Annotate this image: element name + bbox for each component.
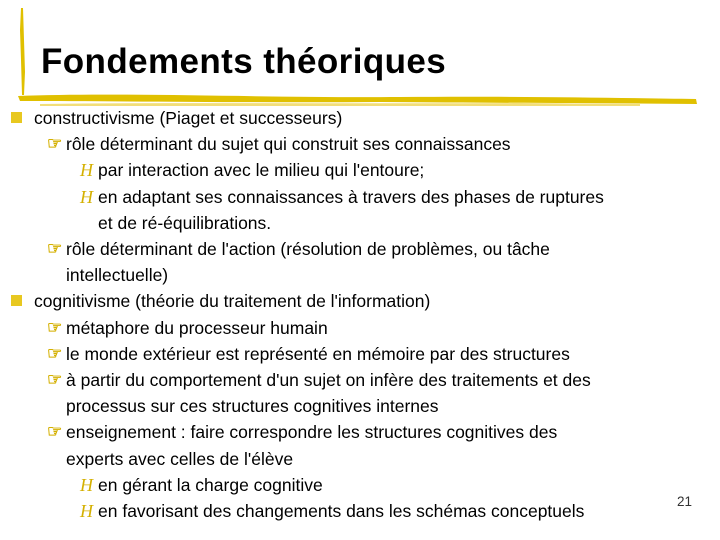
outline-line-level-2: rôle déterminant du sujet qui construit ses connaissances bbox=[66, 134, 511, 154]
pointing-hand-bullet-icon: ☞ bbox=[47, 318, 63, 337]
pointing-hand-bullet-icon: ☞ bbox=[47, 134, 63, 153]
square-bullet-icon bbox=[11, 112, 22, 123]
outline-line-level-2: rôle déterminant de l'action (résolution de problèmes, ou tâche bbox=[66, 239, 550, 259]
outline-line-level-2: intellectuelle) bbox=[66, 265, 169, 285]
left-vertical-rule bbox=[20, 8, 25, 95]
outline-line-level-3: en adaptant ses connaissances à travers des phases de ruptures bbox=[98, 187, 604, 207]
outline-line-level-2: à partir du comportement d'un sujet on infère des traitements et des bbox=[66, 370, 591, 390]
pointing-hand-bullet-icon: ☞ bbox=[47, 422, 63, 441]
outline-line-level-2: processus sur ces structures cognitives internes bbox=[66, 396, 439, 416]
outline-line-level-3: en favorisant des changements dans les schémas conceptuels bbox=[98, 501, 585, 521]
pointing-hand-bullet-icon: ☞ bbox=[47, 370, 63, 389]
outline-line-level-3: en gérant la charge cognitive bbox=[98, 475, 323, 495]
title-underline-streak bbox=[40, 103, 640, 106]
outline-line-level-3: et de ré-équilibrations. bbox=[98, 213, 272, 233]
outline-line-level-2: experts avec celles de l'élève bbox=[66, 449, 294, 469]
outline-line-level-3: par interaction avec le milieu qui l'entoure; bbox=[98, 160, 425, 180]
h-bullet-icon: H bbox=[80, 160, 93, 180]
title-underline bbox=[18, 95, 697, 104]
square-bullet-icon bbox=[11, 295, 22, 306]
pointing-hand-bullet-icon: ☞ bbox=[47, 239, 63, 258]
h-bullet-icon: H bbox=[80, 187, 93, 207]
outline-line-level-2: le monde extérieur est représenté en mémoire par des structures bbox=[66, 344, 570, 364]
page-number: 21 bbox=[677, 494, 693, 509]
h-bullet-icon: H bbox=[80, 501, 93, 521]
h-bullet-icon: H bbox=[80, 475, 93, 495]
pointing-hand-bullet-icon: ☞ bbox=[47, 344, 63, 363]
slide-title: Fondements théoriques bbox=[41, 42, 447, 81]
outline-line-level-2: enseignement : faire correspondre les structures cognitives des bbox=[66, 422, 558, 442]
outline-line-level-2: métaphore du processeur humain bbox=[66, 318, 328, 338]
outline-line-level-1: cognitivisme (théorie du traitement de l'information) bbox=[34, 291, 431, 311]
outline-line-level-1: constructivisme (Piaget et successeurs) bbox=[34, 108, 343, 128]
